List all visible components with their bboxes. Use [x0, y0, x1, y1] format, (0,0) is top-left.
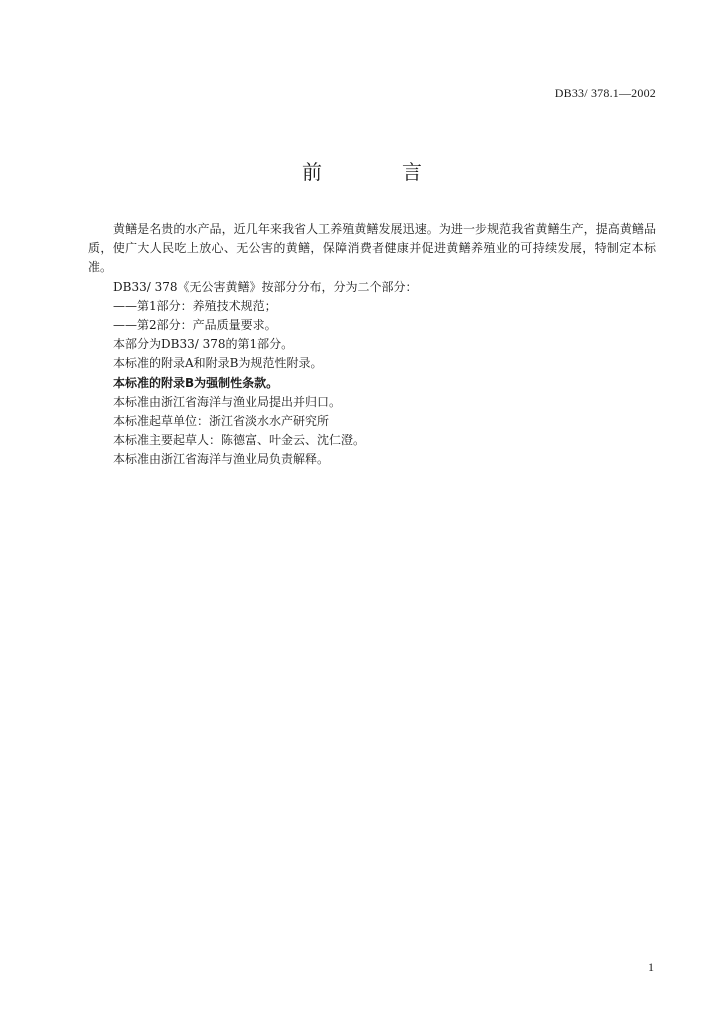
line-drafting-unit: 本标准起草单位：浙江省淡水水产研究所 [113, 414, 330, 429]
line-interpretation: 本标准由浙江省海洋与渔业局负责解释。 [113, 452, 330, 467]
line-proposer: 本标准由浙江省海洋与渔业局提出并归口。 [113, 394, 342, 409]
intro-paragraph: 黄鳝是名贵的水产品，近几年来我省人工养殖黄鳝发展迅速。为进一步规范我省黄鳝生产，提高黄鳝品质，使广大人民吃上放心、无公害的黄鳝，保障消费者健康并促进黄鳝养殖业的可持续发展，特制定本标准。 [88, 222, 656, 275]
page-number: 1 [648, 960, 654, 974]
line-part-1: ——第1部分：养殖技术规范； [113, 298, 277, 313]
foreword-body [88, 220, 656, 470]
line-parts-overview: DB33/ 378《无公害黄鳝》按部分分布，分为二个部分： [113, 279, 418, 294]
line-this-part: 本部分为DB33/ 378的第1部分。 [113, 337, 294, 352]
line-mandatory-clause: 本标准的附录B为强制性条款。 [113, 375, 279, 390]
line-part-2: ——第2部分：产品质量要求。 [113, 318, 277, 333]
line-drafters: 本标准主要起草人：陈德富、叶金云、沈仁澄。 [113, 433, 366, 448]
line-normative-appendix: 本标准的附录A和附录B为规范性附录。 [113, 356, 323, 371]
standard-code: DB33/ 378.1—2002 [554, 86, 656, 100]
page-title: 前 言 [302, 160, 452, 184]
